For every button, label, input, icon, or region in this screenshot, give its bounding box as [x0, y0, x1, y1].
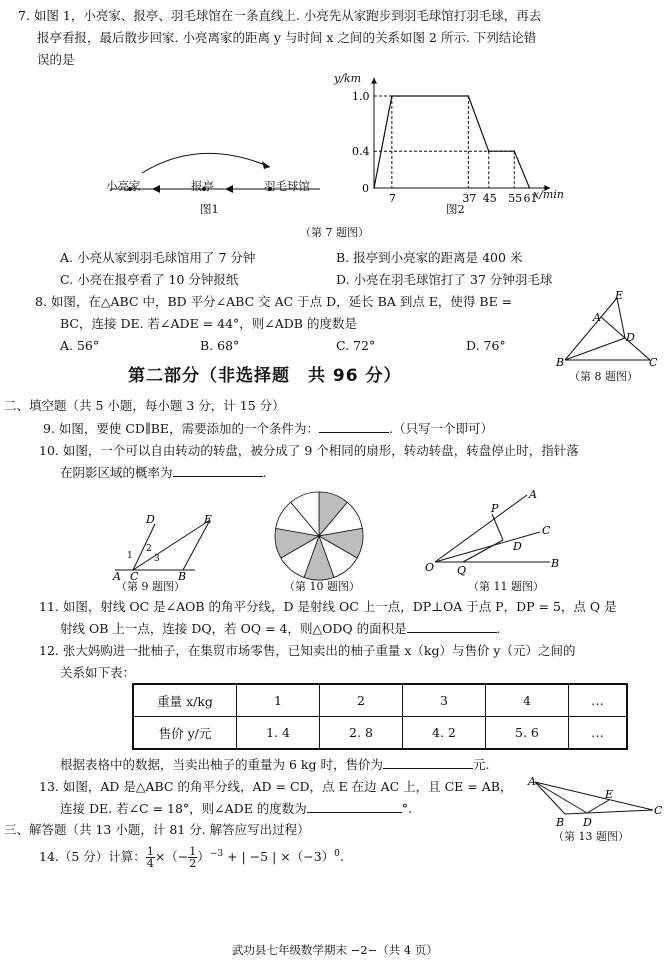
q9-angle-1: 1 — [127, 551, 133, 561]
q9-point-e: E — [204, 513, 213, 526]
series-line — [374, 96, 530, 188]
q14-frac2-den: 2 — [189, 857, 197, 870]
q8-point-b: B — [556, 356, 565, 369]
q14-lead: 14.（5 分）计算： — [39, 849, 146, 864]
q9-tail: .（只写一个即可） — [389, 421, 494, 436]
q14-end: . — [339, 849, 344, 864]
q11-prompt: 射线 OB 上一点，连接 DQ，若 OQ = 4，则△ODQ 的面积是 — [60, 621, 407, 636]
q11-point-q: Q — [457, 564, 467, 577]
q11-point-p: P — [491, 502, 499, 515]
q13-line1: 13. 如图，AD 是△ABC 的角平分线，AD = CD，点 E 在边 AC 上，且 CE = AB， — [39, 779, 513, 794]
q13-line2 — [60, 801, 412, 816]
q7-fig1-gym: 羽毛球馆 — [264, 179, 310, 193]
q7-figure2-chart — [340, 72, 570, 207]
origin-label: 0 — [362, 182, 369, 195]
q7-fig2-xlabel: x/min — [533, 188, 564, 201]
q13-point-d: D — [583, 816, 592, 829]
q11-line2 — [60, 621, 501, 636]
q8-option-d: D. 76° — [466, 338, 506, 353]
q10-caption: （第 10 题图） — [284, 580, 360, 593]
q11-point-c: C — [542, 524, 551, 537]
y-tick-label: 0.4 — [352, 145, 370, 159]
q14-mid1: ×（− — [154, 849, 189, 864]
table-cell: 2. 8 — [319, 717, 402, 750]
q10-tail: . — [262, 465, 267, 480]
q8-figure — [555, 290, 660, 370]
table-row — [133, 684, 627, 717]
q13-point-e: E — [605, 788, 614, 801]
table-cell: … — [568, 684, 627, 717]
q11-line1: 11. 如图，射线 OC 是∠AOB 的角平分线，D 是射线 OC 上一点，DP⊥OA 于点 P，DP = 5，点 Q 是 — [39, 599, 617, 614]
q11-point-b: B — [551, 557, 560, 570]
q8-option-c: C. 72° — [336, 338, 376, 353]
q11-point-d: D — [513, 540, 522, 553]
q11-point-a: A — [529, 488, 537, 501]
q13-point-c: C — [654, 804, 663, 817]
x-tick-label: 45 — [482, 192, 497, 205]
q12-answer-blank[interactable] — [383, 768, 473, 769]
q12-table — [132, 683, 628, 750]
q7-line3: 误的是 — [37, 52, 75, 67]
data-point — [529, 187, 531, 189]
q11-point-o: O — [425, 561, 435, 574]
x-tick-label: 7 — [388, 192, 396, 205]
q14-exp1: −3 — [209, 848, 224, 859]
q11-tail: . — [496, 621, 501, 636]
q9-point-d: D — [146, 513, 155, 526]
data-point — [468, 95, 470, 97]
q9-angle-2: 2 — [146, 544, 152, 554]
q7-option-d: D. 小亮在羽毛球馆打了 37 分钟羽毛球 — [336, 272, 553, 287]
q9-answer-blank[interactable] — [319, 432, 389, 433]
q7-fig1-run-arrow — [142, 153, 270, 173]
table-cell: … — [568, 717, 627, 750]
q14-frac1-num: 1 — [146, 845, 154, 858]
q8-option-a: A. 56° — [60, 338, 100, 353]
q13-point-b: B — [556, 816, 565, 829]
q7-line1: 7. 如图 1，小亮家、报亭、羽毛球馆在一条直线上. 小亮先从家跑步到羽毛球馆打羽毛球，再去 — [18, 8, 542, 23]
q13-answer-blank[interactable] — [307, 812, 402, 813]
q8-line2: BC，连接 DE. 若∠ADE = 44°，则∠ADB 的度数是 — [60, 316, 357, 331]
table-cell: 3 — [402, 684, 485, 717]
q10-spinner — [272, 489, 366, 583]
q8-point-e: E — [615, 289, 624, 302]
q7-line2: 报亭看报，最后散步回家. 小亮离家的距离 y 与时间 x 之间的关系如图 2 所示. 下列结论错 — [37, 30, 537, 45]
data-point — [513, 150, 515, 152]
table-cell: 售价 y/元 — [133, 717, 237, 750]
q7-fig1-label: 图1 — [200, 202, 219, 216]
q9-point-c: C — [130, 570, 139, 583]
q14-exp2: 0 — [334, 848, 340, 859]
table-row — [133, 717, 627, 750]
table-cell: 2 — [319, 684, 402, 717]
q8-line1: 8. 如图，在△ABC 中，BD 平分∠ABC 交 AC 于点 D，延长 BA 到点 E，使得 BE = — [35, 294, 513, 309]
q14-mid2: ） — [197, 849, 210, 864]
q12-line1: 12. 张大妈购进一批柚子，在集贸市场零售，已知卖出的柚子重量 x（kg）与售价 y（元）之间的 — [39, 643, 576, 658]
q10-answer-blank[interactable] — [173, 476, 263, 477]
q9-prompt: 9. 如图，要使 CD∥BE，需要添加的一个条件为： — [43, 421, 320, 436]
x-tick-label: 37 — [462, 192, 477, 205]
q8-point-a: A — [593, 311, 601, 324]
q11-caption: （第 11 题图） — [468, 580, 544, 593]
table-cell: 重量 x/kg — [133, 684, 237, 717]
q7-option-b: B. 报亭到小亮家的距离是 400 米 — [336, 250, 523, 265]
q7-fig2-ylabel: y/km — [334, 72, 362, 85]
q11-figure — [425, 487, 565, 577]
table-cell: 1 — [237, 684, 320, 717]
q10-line2 — [60, 465, 267, 480]
q14-frac-2 — [188, 846, 197, 869]
q9-point-b: B — [178, 570, 187, 583]
q9-caption: （第 9 题图） — [116, 580, 185, 593]
q11-answer-blank[interactable] — [407, 632, 497, 633]
section3-heading: 三、解答题（共 13 小题，计 81 分. 解答应写出过程） — [4, 822, 310, 837]
q12-prompt: 根据表格中的数据，当卖出柚子的重量为 6 kg 时，售价为 — [60, 757, 383, 772]
q9-text — [43, 421, 493, 436]
q8-point-d: D — [626, 331, 635, 344]
q13-point-a: A — [528, 775, 536, 788]
table-cell: 1. 4 — [237, 717, 320, 750]
q10-prompt: 在阴影区域的概率为 — [60, 465, 173, 480]
q13-prompt: 连接 DE. 若∠C = 18°，则∠ADE 的度数为 — [60, 801, 307, 816]
y-axis-arrow — [371, 78, 377, 84]
section2-heading: 二、填空题（共 5 小题，每小题 3 分，计 15 分） — [4, 398, 285, 413]
q9-point-a: A — [113, 570, 121, 583]
q14-frac1-den: 4 — [146, 857, 154, 870]
q7-fig1-kiosk: 报亭 — [191, 179, 214, 193]
q13-tail: °. — [401, 801, 413, 816]
q7-option-c: C. 小亮在报亭看了 10 分钟报纸 — [60, 272, 239, 287]
q7-fig2-label: 图2 — [446, 202, 465, 216]
q7-option-a: A. 小亮从家到羽毛球馆用了 7 分钟 — [60, 250, 256, 265]
q10-line1: 10. 如图，一个可以自由转动的转盘，被分成了 9 个相同的扇形，转动转盘，转盘停止时，指针落 — [39, 443, 579, 458]
table-cell: 4. 2 — [402, 717, 485, 750]
data-point — [373, 187, 375, 189]
q8-option-b: B. 68° — [200, 338, 240, 353]
table-cell: 5. 6 — [485, 717, 568, 750]
y-tick-label: 1.0 — [352, 90, 370, 103]
data-point — [391, 95, 393, 97]
q13-figure — [525, 776, 665, 831]
data-point — [488, 150, 490, 152]
q8-point-c: C — [649, 356, 658, 369]
q12-after — [60, 757, 489, 772]
q14-expression — [39, 846, 344, 869]
q7-caption: （第 7 题图） — [300, 226, 369, 239]
q14-mid3: + | −5 | ×（−3） — [223, 849, 335, 864]
q12-tail: 元. — [472, 757, 490, 772]
part2-heading: 第二部分（非选择题 共 96 分） — [128, 366, 402, 386]
q14-frac2-num: 1 — [189, 845, 197, 858]
q8-caption: （第 8 题图） — [569, 370, 638, 383]
q7-fig1-home: 小亮家 — [106, 179, 141, 193]
q9-angle-3: 3 — [154, 554, 160, 564]
q9-figure — [110, 510, 225, 583]
q14-frac-1 — [146, 846, 155, 869]
q12-line2: 关系如下表： — [60, 665, 136, 680]
x-tick-label: 61 — [523, 192, 538, 205]
table-cell: 4 — [485, 684, 568, 717]
x-tick-label: 55 — [508, 192, 523, 205]
page-footer: 武功县七年级数学期末 −2−（共 4 页） — [232, 943, 438, 957]
q13-caption: （第 13 题图） — [553, 830, 629, 843]
